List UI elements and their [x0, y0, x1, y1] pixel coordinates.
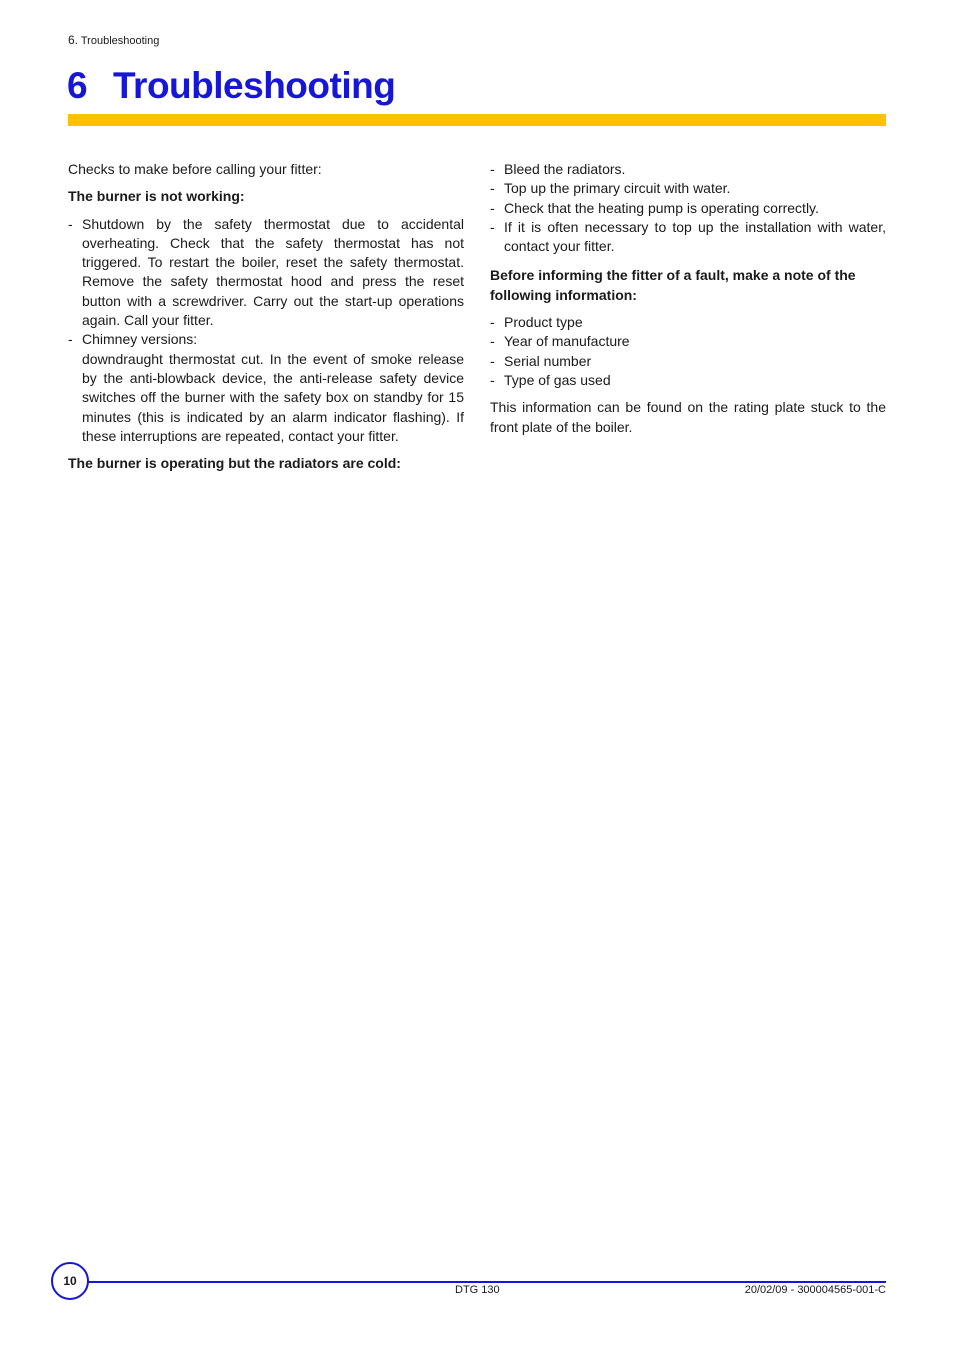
page-number-badge [51, 1262, 89, 1300]
list-item: - Type of gas used [490, 371, 886, 390]
closing-text: This information can be found on the rating plate stuck to the front plate of the boiler. [490, 399, 886, 435]
list-item: - Check that the heating pump is operating correctly. [490, 199, 886, 218]
list-item: - Top up the primary circuit with water. [490, 179, 886, 198]
page-number: 10 [63, 1274, 77, 1288]
footer-product: DTG 130 [455, 1284, 500, 1296]
list-item: - Serial number [490, 352, 886, 371]
footer-reference: 20/02/09 - 300004565-001-C [744, 1284, 886, 1296]
list-item: - Shutdown by the safety thermostat due to accidental overheating. Check that the safety thermostat has not triggered. To restart the boiler, reset the safety thermostat. Remove the safety thermostat hood and press the reset button with a screwdriver. Carry out the start-up operations again. Call your fitter. [68, 215, 464, 331]
list-item: - Bleed the radiators. [490, 160, 886, 179]
list-item: - If it is often necessary to top up the installation with water, contact your fitter. [490, 218, 886, 257]
chapter-title: Troubleshooting [113, 65, 396, 106]
left-column [68, 160, 464, 481]
title-accent-bar [68, 114, 886, 126]
footer-rule [85, 1281, 886, 1283]
page-title [67, 62, 395, 110]
burner-not-working-list [68, 215, 464, 447]
section-heading-fault-info: Before informing the fitter of a fault, make a note of the following information: [490, 267, 856, 303]
right-column [490, 160, 886, 445]
radiators-cold-list [490, 160, 886, 256]
list-item-line: Chimney versions: [82, 331, 198, 348]
running-header-title: Troubleshooting [80, 35, 160, 47]
chapter-number: 6 [67, 65, 88, 106]
intro-text: Checks to make before calling your fitter: [68, 161, 322, 177]
section-heading-radiators-cold: The burner is operating but the radiators are cold: [68, 455, 401, 472]
list-item: - Year of manufacture [490, 332, 886, 351]
running-header [68, 33, 159, 47]
section-heading-burner-not-working: The burner is not working: [68, 188, 245, 205]
list-item: - Product type [490, 313, 886, 332]
list-item-line: downdraught thermostat cut. In the event of smoke release by the anti-blowback device, the anti-release safety device switches off the burner with the safety box on standby for 15 minutes (this is indicated by an alarm indicator flashing). If these interruptions are repeated, contact your fitter. [82, 350, 464, 444]
list-item [68, 330, 464, 446]
running-header-number: 6. [68, 33, 79, 47]
fault-info-list [490, 313, 886, 390]
